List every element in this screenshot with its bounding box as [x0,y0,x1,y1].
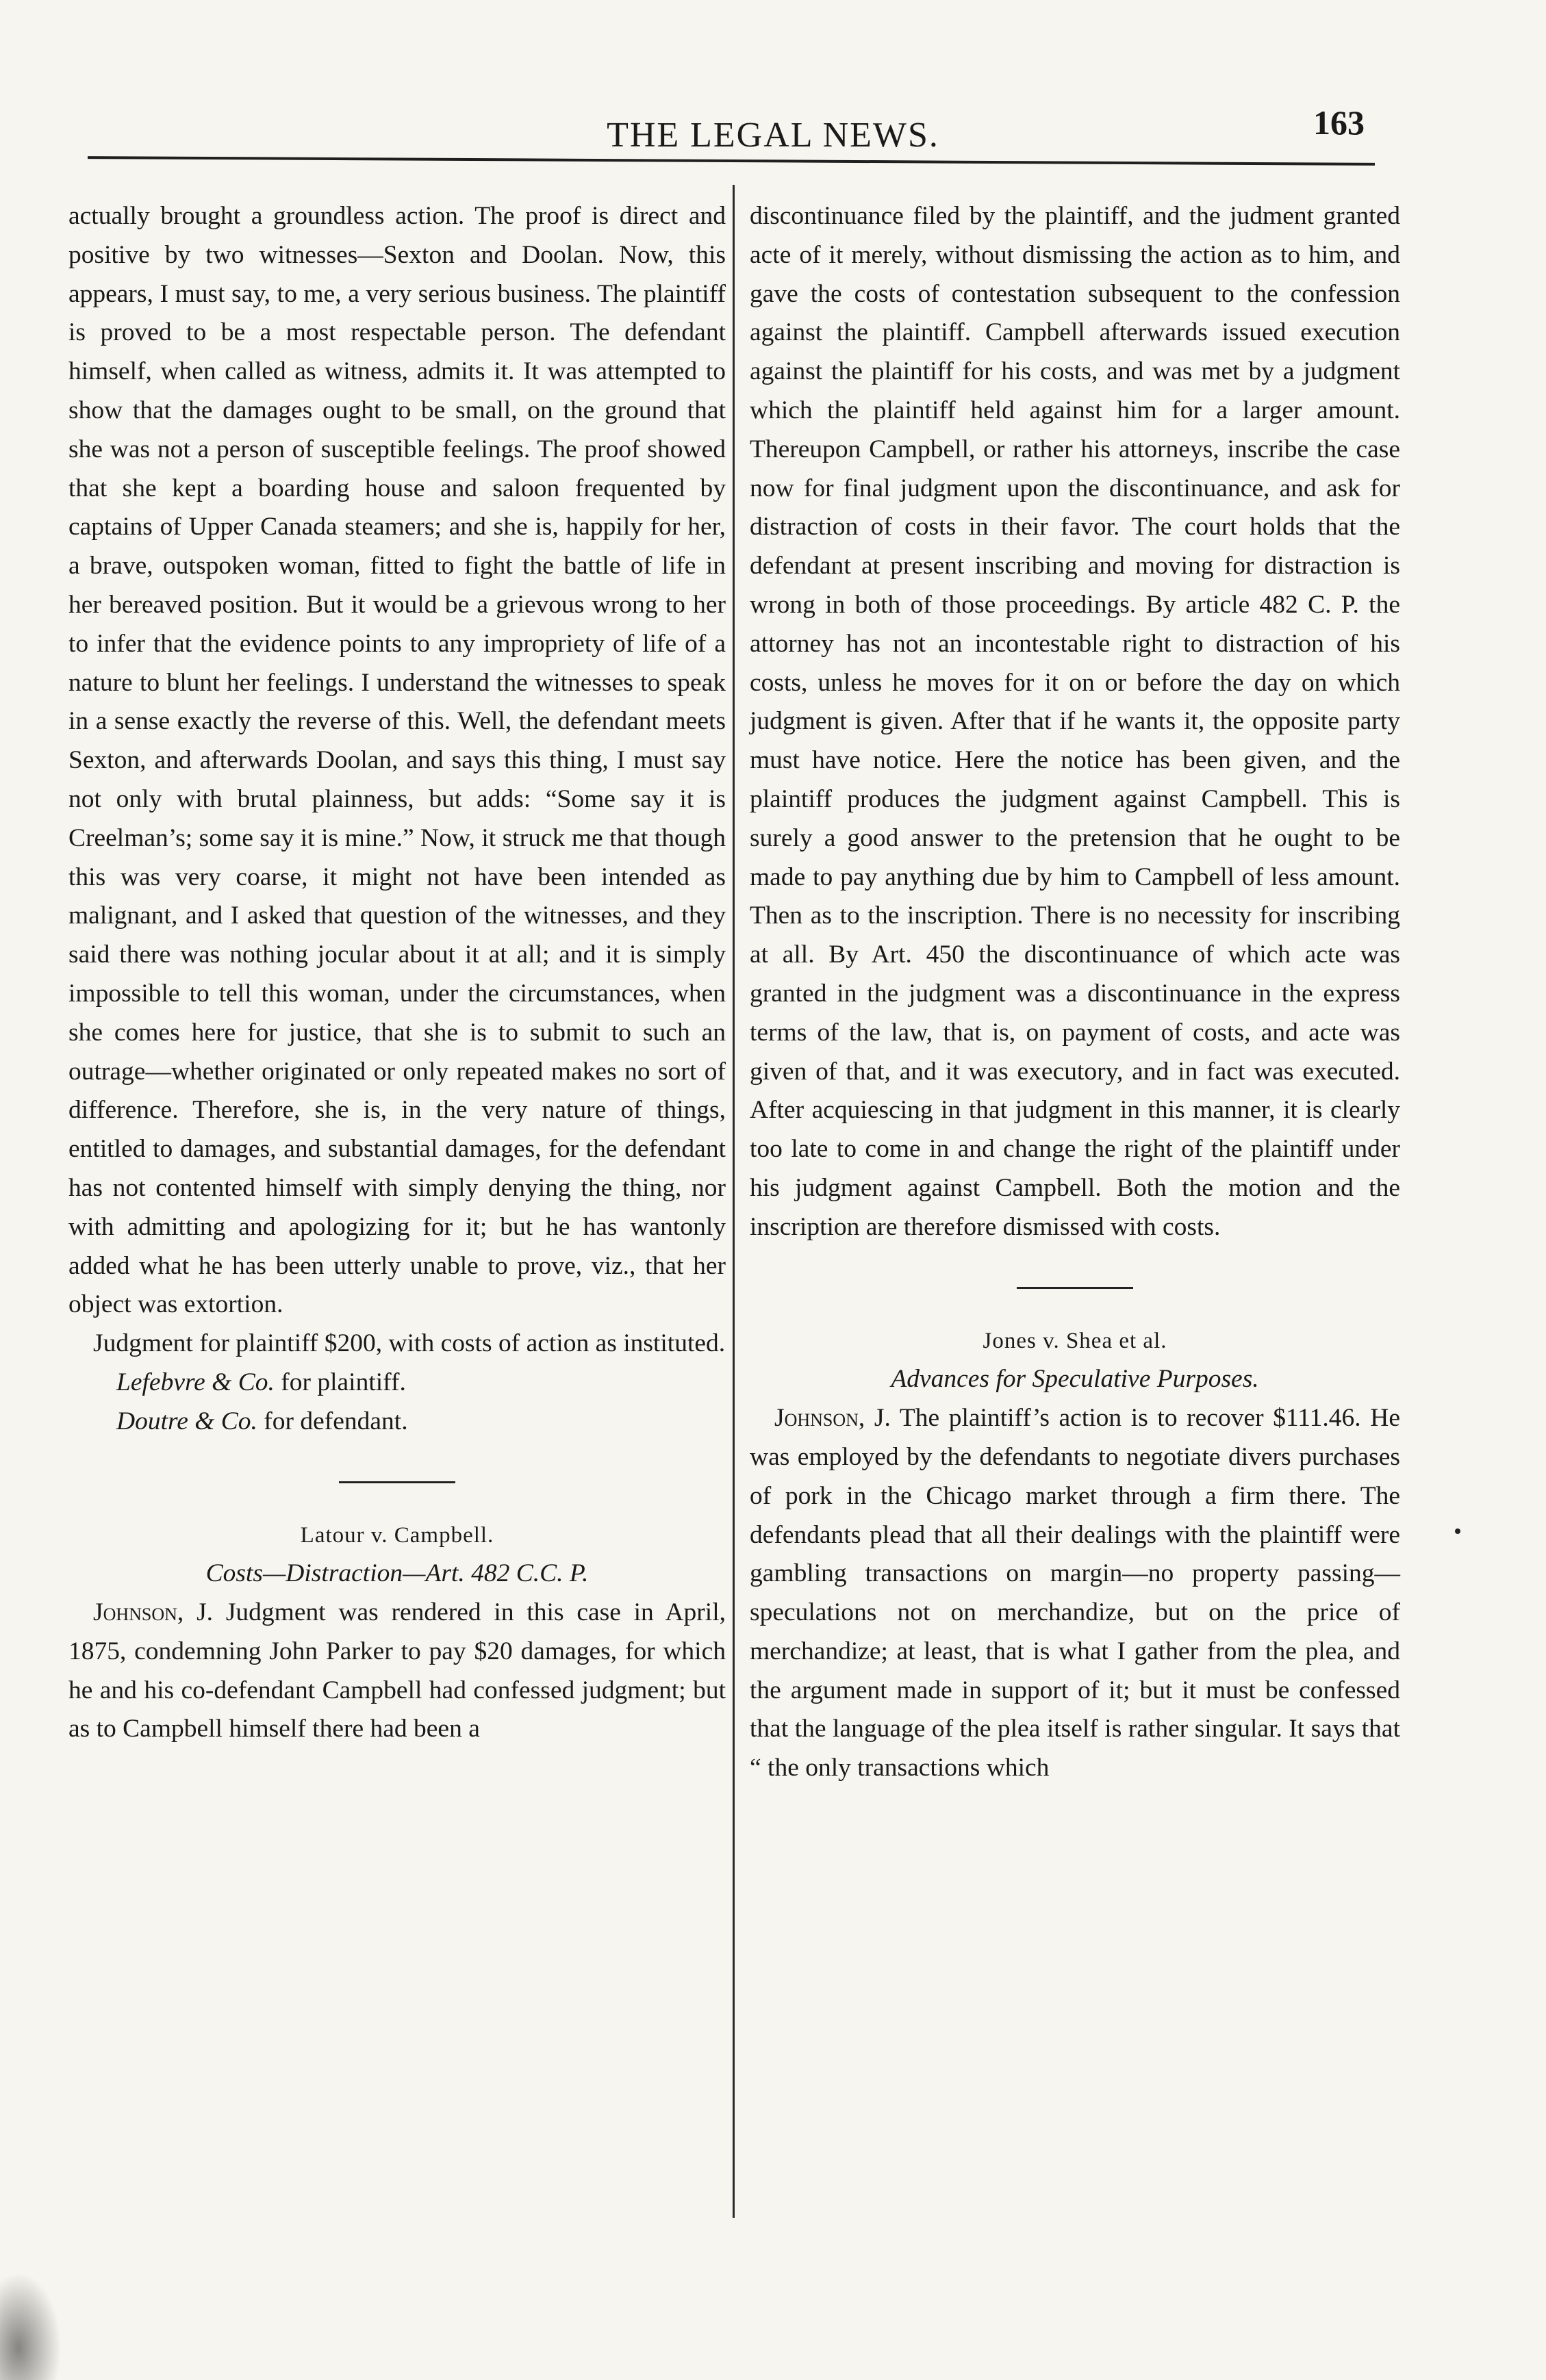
page-number: 163 [1313,103,1365,142]
case-judge-jones: Johnson, J. [774,1404,891,1433]
counsel-plaintiff [68,1364,726,1403]
case-text-jones: The plaintiff’s action is to recover $111.46. He was employed by the defendants to negotiate divers purchases of pork in the Chicago market through a firm there. The defendants plead that all their dealings with the plaintiff were gambling transactions on margin—no property passing—speculations not on merchandize, but on the price of merchandize; at least, that is what I gather from the plea, and the argument made in support of it; but it must be confessed that the language of the plea itself is rather singular. It says that “ the only transactions which [750,1404,1400,1782]
case-title-jones: Jones v. Shea et al. [983,1328,1167,1353]
counsel-defendant-role: for defendant. [264,1407,408,1435]
column-divider [733,185,735,2218]
case-title-latour: Latour v. Campbell. [300,1522,494,1548]
page-corner-smudge [0,2273,62,2380]
margin-dot [1455,1528,1460,1534]
case-subtitle-jones: Advances for Speculative Purposes. [891,1365,1259,1394]
case-judge-latour: Johnson, J. [93,1598,214,1627]
case-separator-rule [339,1481,455,1483]
case-separator-rule [1017,1287,1133,1289]
counsel-defendant [68,1403,726,1442]
page-header [0,103,1546,157]
case-text-latour: Judgment was rendered in this case in April, 1875, condemning John Parker to pay $20 damages, for which he and his co-defendant Campbell had confessed judgment; but as to Campbell himself there had been a [68,1598,726,1743]
counsel-plaintiff-firm: Lefebvre & Co. [116,1368,275,1396]
right-column [750,197,1400,1788]
counsel-plaintiff-role: for plaintiff. [281,1368,406,1396]
header-rule [88,156,1375,166]
case-body-jones [750,1399,1400,1788]
right-paragraph-1: discontinuance filed by the plaintiff, and the judment granted acte of it merely, without dismissing the action as to him, and gave the costs of contestation subsequent to the confession against the plaintiff. Campbell afterwards issued execution against the plaintiff for his costs, and was met by a judgment which the plaintiff held against him for a larger amount. Thereupon Campbell, or rather his attorneys, inscribe the case now for final judgment upon the discontinuance, and ask for distraction of costs in their favor. The court holds that the defendant at present inscribing and moving for distraction is wrong in both of those proceedings. By article 482 C. P. the attorney has not an incontestable right to distraction of his costs, unless he moves for it on or before the day on which judgment is given. After that if he wants it, the opposite party must have notice. Here the notice has been given, and the plaintiff produces the judgment against Campbell. This is surely a good answer to the pretension that he ought to be made to pay anything due by him to Campbell of less amount. Then as to the inscription. There is no necessity for inscribing at all. By Art. 450 the discontinuance of which acte was granted in the judgment was a discontinuance in the express terms of the law, that is, on payment of costs, and acte was given of that, and it was executory, and in fact was executed. After acquiescing in that judgment in this manner, it is clearly too late to come in and change the right of the plaintiff under his judgment against Campbell. Both the motion and the inscription are therefore dismissed with costs. [750,202,1400,1241]
left-paragraph-1: actually brought a groundless action. The proof is direct and positive by two witnesses—Sexton and Doolan. Now, this appears, I must say, to me, a very serious business. The plaintiff is proved to be a most respectable person. The defendant himself, when called as witness, admits it. It was attempted to show that the damages ought to be small, on the ground that she was not a person of susceptible feelings. The proof showed that she kept a boarding house and saloon frequented by captains of Upper Canada steamers; and she is, happily for her, a brave, outspoken woman, fitted to fight the battle of life in her bereaved position. But it would be a grievous wrong to her to infer that the evidence points to any impropriety of life of a nature to blunt her feelings. I understand the witnesses to speak in a sense exactly the reverse of this. Well, the defendant meets Sexton, and afterwards Doolan, and says this thing, I must say not only with brutal plainness, but adds: “Some say it is Creelman’s; some say it is mine.” Now, it struck me that though this was very coarse, it might not have been intended as malignant, and I asked that question of the witnesses, and they said there was nothing jocular about it at all; and it is simply impossible to tell this woman, under the circumstances, when she comes here for justice, that she is to submit to such an outrage—whether originated or only repeated makes no sort of difference. Therefore, she is, in the very nature of things, entitled to damages, and substantial damages, for the defendant has not contented himself with simply denying the thing, nor with admitting and apologizing for it; but he has wantonly added what he has been utterly unable to prove, viz., that her object was extortion. [68,202,726,1319]
journal-title: THE LEGAL NEWS. [607,116,939,155]
judgment-text: Judgment for plaintiff $200, with costs of action as instituted. [93,1329,726,1358]
case-subtitle-latour: Costs—Distraction—Art. 482 C.C. P. [205,1559,589,1588]
case-body-latour [68,1594,726,1749]
left-column [68,197,726,1749]
counsel-defendant-firm: Doutre & Co. [116,1407,257,1435]
